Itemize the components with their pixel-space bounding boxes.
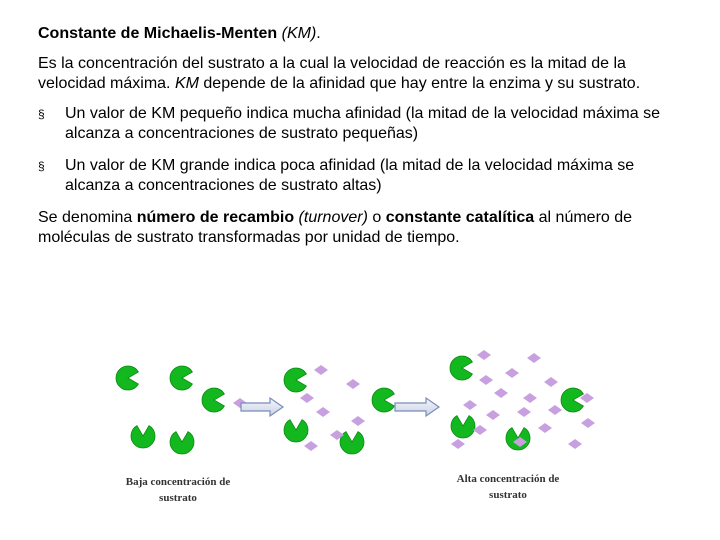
- substrate-shape: [494, 388, 508, 398]
- enzyme-shape: [450, 356, 472, 380]
- bullet-marker: §: [38, 107, 45, 121]
- definition-km: KM: [174, 75, 199, 92]
- title-italic: (KM): [281, 25, 317, 42]
- substrate-shape: [351, 416, 365, 426]
- bullet-marker: §: [38, 159, 45, 173]
- turnover-text-2: o: [367, 209, 386, 226]
- definition-part1: Es la concentración del sustrato a la cual la velocidad de reacción es la mitad de la velocidad máxima.: [38, 55, 626, 92]
- substrate-shape: [505, 368, 519, 378]
- enzyme-shape: [284, 420, 308, 442]
- substrate-shape: [300, 393, 314, 403]
- enzyme-shape: [372, 388, 394, 412]
- bullet-text: Un valor de KM grande indica poca afinidad (la mitad de la velocidad máxima se alcanza a concentraciones de sustrato altas): [65, 157, 635, 194]
- enzyme-shape: [202, 388, 224, 412]
- arrow-2: [395, 398, 439, 416]
- substrate-shape: [581, 418, 595, 428]
- substrate-shape: [314, 365, 328, 375]
- caption-low-line1: Baja concentración de: [125, 476, 231, 488]
- enzyme-shape: [170, 432, 194, 454]
- substrate-shape: [304, 441, 318, 451]
- substrate-shape: [523, 393, 537, 403]
- turnover-text-1: Se denomina: [38, 209, 137, 226]
- turnover-text-3: al número de moléculas de sustrato transformadas por unidad de tiempo.: [38, 209, 633, 246]
- substrate-shape: [527, 353, 541, 363]
- title-end: .: [316, 25, 321, 42]
- substrate-shape: [463, 400, 477, 410]
- substrate-shape: [544, 377, 558, 387]
- arrow-1: [241, 398, 283, 416]
- definition-part2: depende de la afinidad que hay entre la enzima y su sustrato.: [198, 75, 641, 92]
- title-bold: Constante de Michaelis-Menten: [38, 25, 278, 42]
- enzyme-shape: [451, 416, 475, 438]
- catalytic-constant-term: constante catalítica: [385, 209, 535, 226]
- substrate-shape: [548, 405, 562, 415]
- substrate-shape: [538, 423, 552, 433]
- turnover-term: número de recambio: [136, 209, 295, 226]
- enzyme-shape: [170, 366, 192, 390]
- substrate-shape: [477, 350, 491, 360]
- enzyme-shape: [131, 426, 155, 448]
- bullet-text: Un valor de KM pequeño indica mucha afinidad (la mitad de la velocidad máxima se alcanza a concentraciones de sustrato pequeñas): [65, 105, 660, 142]
- substrate-shape: [568, 439, 582, 449]
- substrate-shape: [346, 379, 360, 389]
- caption-low-line2: sustrato: [159, 492, 197, 504]
- caption-high-line1: Alta concentración de: [456, 473, 560, 485]
- enzyme-shape: [116, 366, 138, 390]
- substrate-shape: [316, 407, 330, 417]
- turnover-english: (turnover): [294, 209, 368, 226]
- substrate-shape: [479, 375, 493, 385]
- enzyme-shape: [284, 368, 306, 392]
- substrate-shape: [451, 439, 465, 449]
- substrate-shape: [517, 407, 531, 417]
- enzyme-shape: [561, 388, 583, 412]
- caption-high-line2: sustrato: [489, 489, 527, 501]
- substrate-shape: [486, 410, 500, 420]
